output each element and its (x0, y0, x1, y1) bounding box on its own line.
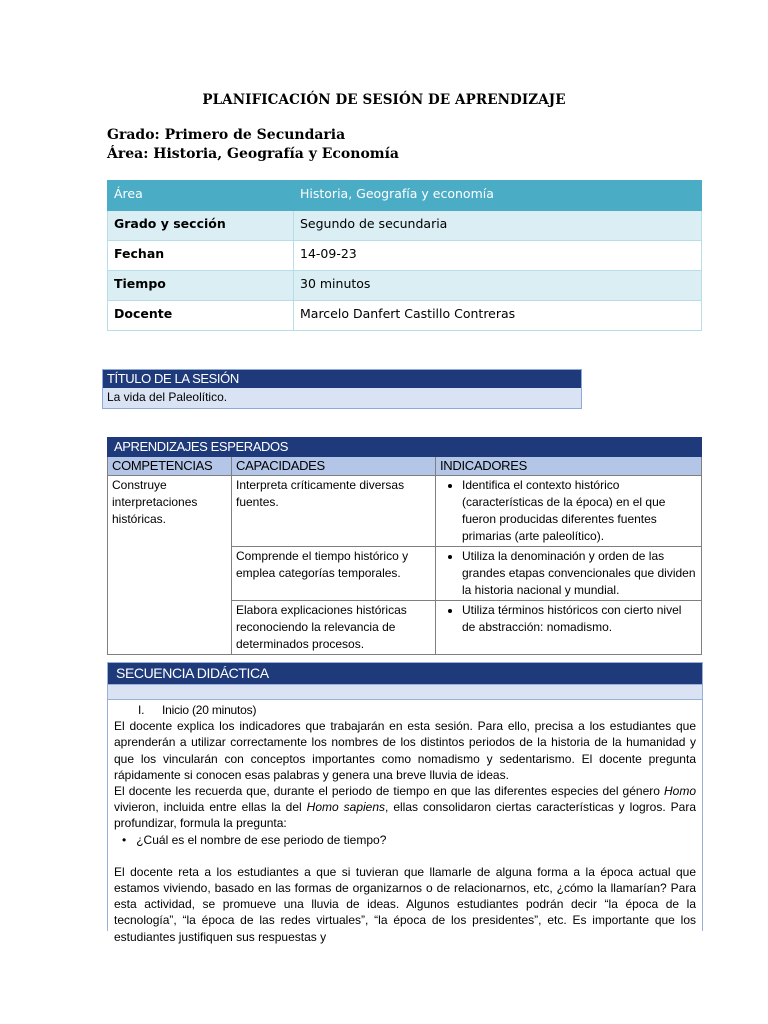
secuencia-body (108, 700, 702, 945)
text-run: vivieron, incluida entre ellas la del (114, 800, 307, 815)
paragraph: El docente explica los indicadores que trabajarán en esta sesión. Para ello, precisa a los estudiantes que aprenderán a utilizar correctamente los nombres de los distintos periodos de la historia de la humanidad y que los vincularán con conceptos importantes como nomadismo y sedentarismo. El docente pregunta rápidamente si conocen esas palabras y genera una breve lluvia de ideas. (114, 719, 696, 782)
info-value: 30 minutos (294, 271, 702, 301)
indicador-cell (436, 601, 702, 655)
grado-line: Grado: Primero de Secundaria (107, 127, 346, 143)
indicador-cell (436, 547, 702, 601)
inicio-title: Inicio (20 minutos) (162, 703, 257, 717)
info-label: Grado y sección (108, 211, 294, 241)
inicio-number: I. (138, 703, 145, 717)
info-label: Fechan (108, 241, 294, 271)
secuencia-didactica-box (107, 662, 703, 944)
inicio-heading (114, 702, 696, 718)
table-row (108, 476, 702, 547)
paragraph: El docente reta a los estudiantes a que si tuvieran que llamarle de alguna forma a la época actual que estamos viviendo, basado en las formas de organizarnos o de relacionarnos, etc, ¿cómo la llamarían? Para esta actividad, se promueve una lluvia de ideas. Algunos estudiantes podrán decir “la época de la tecnología”, “la época de las redes virtuales”, “la época de los presidentes”, etc. Es importante que los estudiantes justifiquen sus respuestas y (114, 864, 696, 944)
info-label: Docente (108, 301, 294, 331)
aprendizajes-columns-row (108, 457, 702, 476)
info-row-area (108, 181, 702, 211)
text-run: El docente les recuerda que, durante el periodo de tiempo en que las diferentes especies del género (114, 784, 664, 799)
info-label: Área (108, 181, 294, 211)
capacidad-cell: Interpreta críticamente diversas fuentes. (232, 476, 436, 547)
info-value: Marcelo Danfert Castillo Contreras (294, 301, 702, 331)
aprendizajes-table (107, 437, 702, 655)
titulo-sesion-box (102, 369, 582, 409)
info-row-fecha (108, 241, 702, 271)
document-title: PLANIFICACIÓN DE SESIÓN DE APRENDIZAJE (202, 92, 566, 108)
info-value: Segundo de secundaria (294, 211, 702, 241)
column-header-competencias: COMPETENCIAS (108, 457, 232, 476)
info-value: Historia, Geografía y economía (294, 181, 702, 211)
info-table (107, 180, 702, 331)
column-header-capacidades: CAPACIDADES (232, 457, 436, 476)
info-label: Tiempo (108, 271, 294, 301)
indicador-cell (436, 476, 702, 547)
area-line: Área: Historia, Geografía y Economía (107, 146, 399, 162)
competencia-cell: Construye interpretaciones históricas. (108, 476, 232, 655)
question-text: ¿Cuál es el nombre de ese periodo de tiempo? (136, 832, 387, 847)
secuencia-heading: SECUENCIA DIDÁCTICA (108, 663, 702, 684)
capacidad-cell: Comprende el tiempo histórico y emplea categorías temporales. (232, 547, 436, 601)
indicador-item: • Identifica el contexto histórico (características de la época) en el que fueron producidas diferentes fuentes primarias (arte paleolítico). (462, 477, 697, 545)
titulo-sesion-value: La vida del Paleolítico. (103, 388, 581, 408)
info-value: 14-09-23 (294, 241, 702, 271)
spacer (114, 848, 696, 864)
bullet-icon: • (122, 832, 127, 847)
titulo-sesion-heading: TÍTULO DE LA SESIÓN (103, 370, 581, 388)
indicador-item: • Utiliza términos históricos con cierto nivel de abstracción: nomadismo. (462, 602, 697, 636)
info-row-docente (108, 301, 702, 331)
paragraph (114, 783, 696, 832)
capacidad-cell: Elabora explicaciones históricas reconociendo la relevancia de determinados procesos. (232, 601, 436, 655)
indicador-item: • Utiliza la denominación y orden de las grandes etapas convencionales que dividen la historia nacional y mundial. (462, 548, 697, 599)
question-item (114, 832, 696, 848)
text-run: , ellas consolidaron ciertas características y logros. Para profundizar, formula la pregunta: (114, 800, 697, 831)
column-header-indicadores: INDICADORES (436, 457, 702, 476)
info-row-tiempo (108, 271, 702, 301)
text-run-italic: Homo sapiens (306, 800, 386, 815)
secuencia-spacer-strip (108, 684, 702, 700)
text-run-italic: Homo (663, 784, 696, 799)
info-row-grado (108, 211, 702, 241)
aprendizajes-heading: APRENDIZAJES ESPERADOS (108, 438, 702, 457)
aprendizajes-heading-row (108, 438, 702, 457)
